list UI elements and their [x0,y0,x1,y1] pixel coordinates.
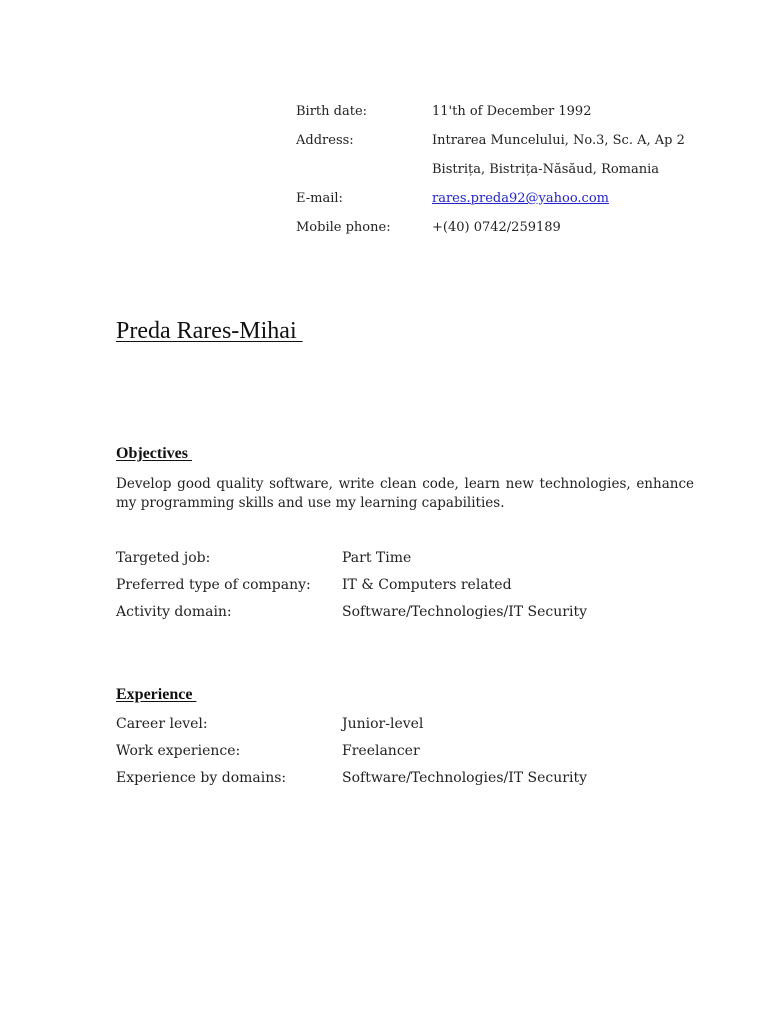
address-label: Address: [296,133,354,148]
email-value-wrapper [432,190,736,219]
objectives-details [116,549,676,630]
company-type-value: IT & Computers related [342,577,512,593]
candidate-name: Preda Rares-Mihai [116,318,303,344]
mobile-value: +(40) 0742/259189 [432,220,561,235]
career-level-value: Junior-level [342,716,424,732]
birth-date-value: 11'th of December 1992 [432,104,592,119]
company-type-label: Preferred type of company: [116,577,311,593]
address-label-spacer [296,161,432,190]
objectives-text: Develop good quality software, write clean code, learn new technologies, enhance my programming skills and use my learning capabilities. [116,476,694,511]
address-row-2 [296,161,736,190]
activity-domain-row [116,603,676,630]
career-level-row [116,715,676,742]
experience-heading: Experience [116,686,197,703]
targeted-job-value: Part Time [342,550,412,566]
work-experience-value: Freelancer [342,743,420,759]
experience-details [116,715,676,796]
mobile-row [296,219,736,248]
birth-date-label: Birth date: [296,104,368,119]
objectives-heading: Objectives [116,445,192,462]
career-level-label: Career level: [116,716,208,732]
work-experience-row [116,742,676,769]
address-line2: Bistrița, Bistrița-Năsăud, Romania [432,162,660,177]
birth-date-row [296,103,736,132]
email-row [296,190,736,219]
experience-domains-row [116,769,676,796]
contact-block [296,103,736,248]
email-label: E-mail: [296,191,343,206]
experience-domains-value: Software/Technologies/IT Security [342,770,587,786]
experience-domains-label: Experience by domains: [116,770,287,786]
mobile-label: Mobile phone: [296,220,391,235]
email-link[interactable]: rares.preda92@yahoo.com [432,191,609,206]
targeted-job-label: Targeted job: [116,550,211,566]
targeted-job-row [116,549,676,576]
work-experience-label: Work experience: [116,743,241,759]
address-row [296,132,736,161]
company-type-row [116,576,676,603]
address-line1: Intrarea Muncelului, No.3, Sc. A, Ap 2 [432,133,685,148]
activity-domain-label: Activity domain: [116,604,232,620]
activity-domain-value: Software/Technologies/IT Security [342,604,587,620]
